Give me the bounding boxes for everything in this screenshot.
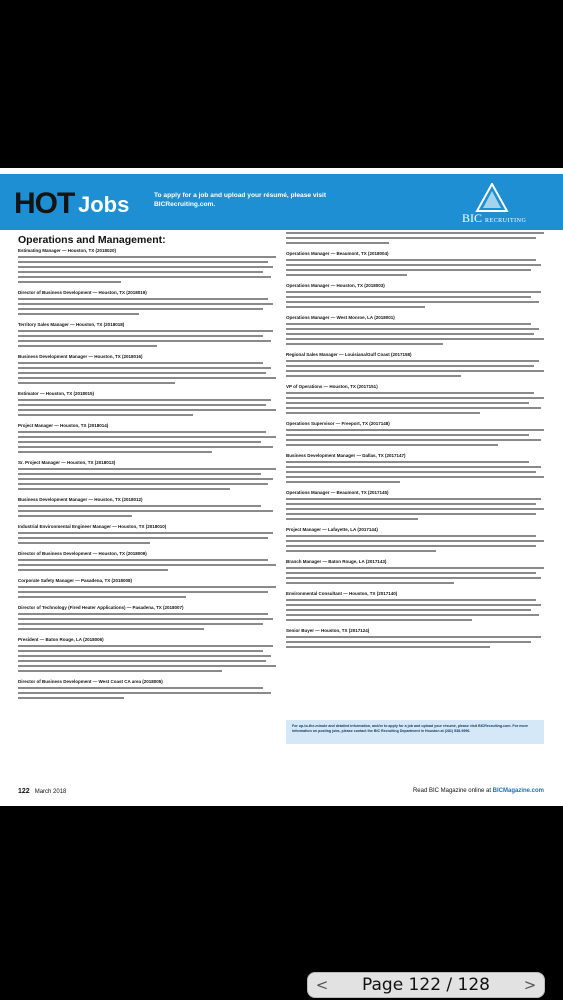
job-title: Sr. Project Manager — Houston, TX (2018013) (18, 460, 116, 465)
job-title: Regional Sales Manager — Louisiana/Gulf Coast (2017158) (286, 352, 412, 357)
job-listing (286, 490, 544, 521)
apply-tagline: To apply for a job and upload your résumé, please visit BICRecruiting.com. (154, 192, 327, 208)
job-title: Operations Manager — Beaumont, TX (2017145) (286, 490, 389, 495)
job-listing (18, 497, 276, 518)
job-title: Estimator — Houston, TX (2018015) (18, 391, 95, 396)
job-description-text (286, 321, 544, 346)
section-title: Operations and Management: (18, 234, 166, 246)
jobs-label: Jobs (78, 192, 130, 217)
job-listing (286, 591, 544, 622)
job-listing (18, 460, 276, 491)
job-listing (286, 384, 544, 415)
job-description-text (286, 390, 544, 415)
job-listing (286, 453, 544, 484)
job-title: Corporate Safety Manager — Pasadena, TX (2018008) (18, 578, 133, 583)
job-listing (18, 248, 276, 284)
job-description-text (18, 557, 276, 572)
job-title: Environmental Consultant — Houston, TX (2017140) (286, 591, 398, 596)
job-description-text (18, 530, 276, 545)
job-title: Director of Business Development — Houston, TX (2018019) (18, 290, 147, 295)
job-description-text (286, 496, 544, 521)
job-description-text (18, 429, 276, 454)
job-description-text (18, 397, 276, 417)
job-title: Business Development Manager — Houston, TX (2018016) (18, 354, 143, 359)
bic-logo-text (462, 212, 552, 228)
job-description-text (286, 427, 544, 447)
bic-logo-icon (474, 183, 510, 213)
footer-page-number: 122 (18, 788, 30, 795)
apply-notice-text: For up-to-the-minute and detailed information, and/or to apply for a job and upload your résumé, please visit BICRecruiting.com. For more information on posting jobs, please contact the BIC Recruiting Department in Houston at (281) 538-9996. (292, 724, 529, 733)
job-title: Director of Business Development — Houston, TX (2018009) (18, 551, 147, 556)
job-listing (18, 551, 276, 572)
footer-read-text: Read BIC Magazine online at (412, 788, 493, 794)
apply-notice-box (286, 720, 544, 744)
job-listing (18, 637, 276, 673)
job-listing (286, 352, 544, 378)
job-title: Business Development Manager — Houston, TX (2018012) (18, 497, 143, 502)
job-title: Senior Buyer — Houston, TX (2017124) (286, 628, 370, 633)
job-description-text (18, 466, 276, 491)
job-title: Operations Manager — Houston, TX (2018003) (286, 283, 385, 288)
right-column (286, 230, 544, 655)
job-description-text (286, 533, 544, 553)
job-description-text (286, 597, 544, 622)
job-title: Business Development Manager — Dallas, TX (2017147) (286, 453, 406, 458)
job-description-text (286, 565, 544, 585)
job-title: Territory Sales Manager — Houston, TX (2018018) (18, 322, 125, 327)
job-description-text (18, 643, 276, 673)
job-title: President — Baton Rouge, LA (2018006) (18, 637, 104, 642)
footer-page-info (18, 788, 66, 795)
job-description-text (286, 230, 544, 245)
job-title: Director of Business Development — West Coast CA area (2018005) (18, 679, 163, 684)
job-listing (18, 290, 276, 316)
magazine-page (0, 168, 563, 806)
job-title: Operations Supervisor — Freeport, TX (2017148) (286, 421, 390, 426)
job-description-text (286, 358, 544, 378)
job-description-text (18, 360, 276, 385)
job-description-text (18, 685, 276, 700)
job-listing (286, 559, 544, 585)
job-title: Project Manager — Lafayette, LA (2017144) (286, 527, 378, 532)
chevron-left-icon[interactable]: < (315, 976, 329, 994)
footer-read-online (413, 788, 544, 794)
job-listing (18, 354, 276, 385)
job-title: Project Manager — Houston, TX (2018014) (18, 423, 109, 428)
job-listing (286, 283, 544, 309)
job-listing (286, 628, 544, 649)
job-description-text (286, 257, 544, 277)
job-listing (18, 524, 276, 545)
job-description-text (18, 254, 276, 284)
job-description-text (18, 503, 276, 518)
job-listing (286, 230, 544, 245)
hot-label: HOT (14, 187, 75, 220)
chevron-right-icon[interactable]: > (523, 976, 537, 994)
page-navigator (307, 972, 545, 998)
job-title: Industrial Environmental Engineer Manager — Houston, TX (2018010) (18, 524, 167, 529)
job-title: Operations Manager — West Monroe, LA (2018001) (286, 315, 395, 320)
job-listing (18, 322, 276, 348)
job-description-text (18, 611, 276, 631)
job-title: Branch Manager — Baton Rouge, LA (2017143) (286, 559, 387, 564)
job-listing (286, 421, 544, 447)
job-listing (18, 423, 276, 454)
hotjobs-banner (0, 174, 563, 230)
page-indicator: Page 122 / 128 (362, 975, 490, 995)
left-column (18, 248, 276, 706)
footer-site-link[interactable]: BICMagazine.com (492, 788, 544, 794)
job-listing (18, 391, 276, 417)
job-listing (18, 605, 276, 631)
job-title: Director of Technology (Fired Heater Applications) — Pasadena, TX (2018007) (18, 605, 184, 610)
job-listing (18, 578, 276, 599)
job-title: Operations Manager — Beaumont, TX (2018004) (286, 251, 389, 256)
job-description-text (286, 634, 544, 649)
job-listing (286, 315, 544, 346)
footer-issue: March 2018 (34, 789, 67, 795)
job-description-text (18, 328, 276, 348)
job-description-text (18, 296, 276, 316)
job-listing (18, 679, 276, 700)
job-description-text (18, 584, 276, 599)
job-description-text (286, 459, 544, 484)
job-title: VP of Operations — Houston, TX (2017151) (286, 384, 378, 389)
logo-sub: RECRUITING (485, 218, 527, 224)
job-listing (286, 251, 544, 277)
job-title: Estimating Manager — Houston, TX (2018020) (18, 248, 117, 253)
job-listing (286, 527, 544, 553)
job-description-text (286, 289, 544, 309)
logo-main: BIC (462, 211, 483, 225)
